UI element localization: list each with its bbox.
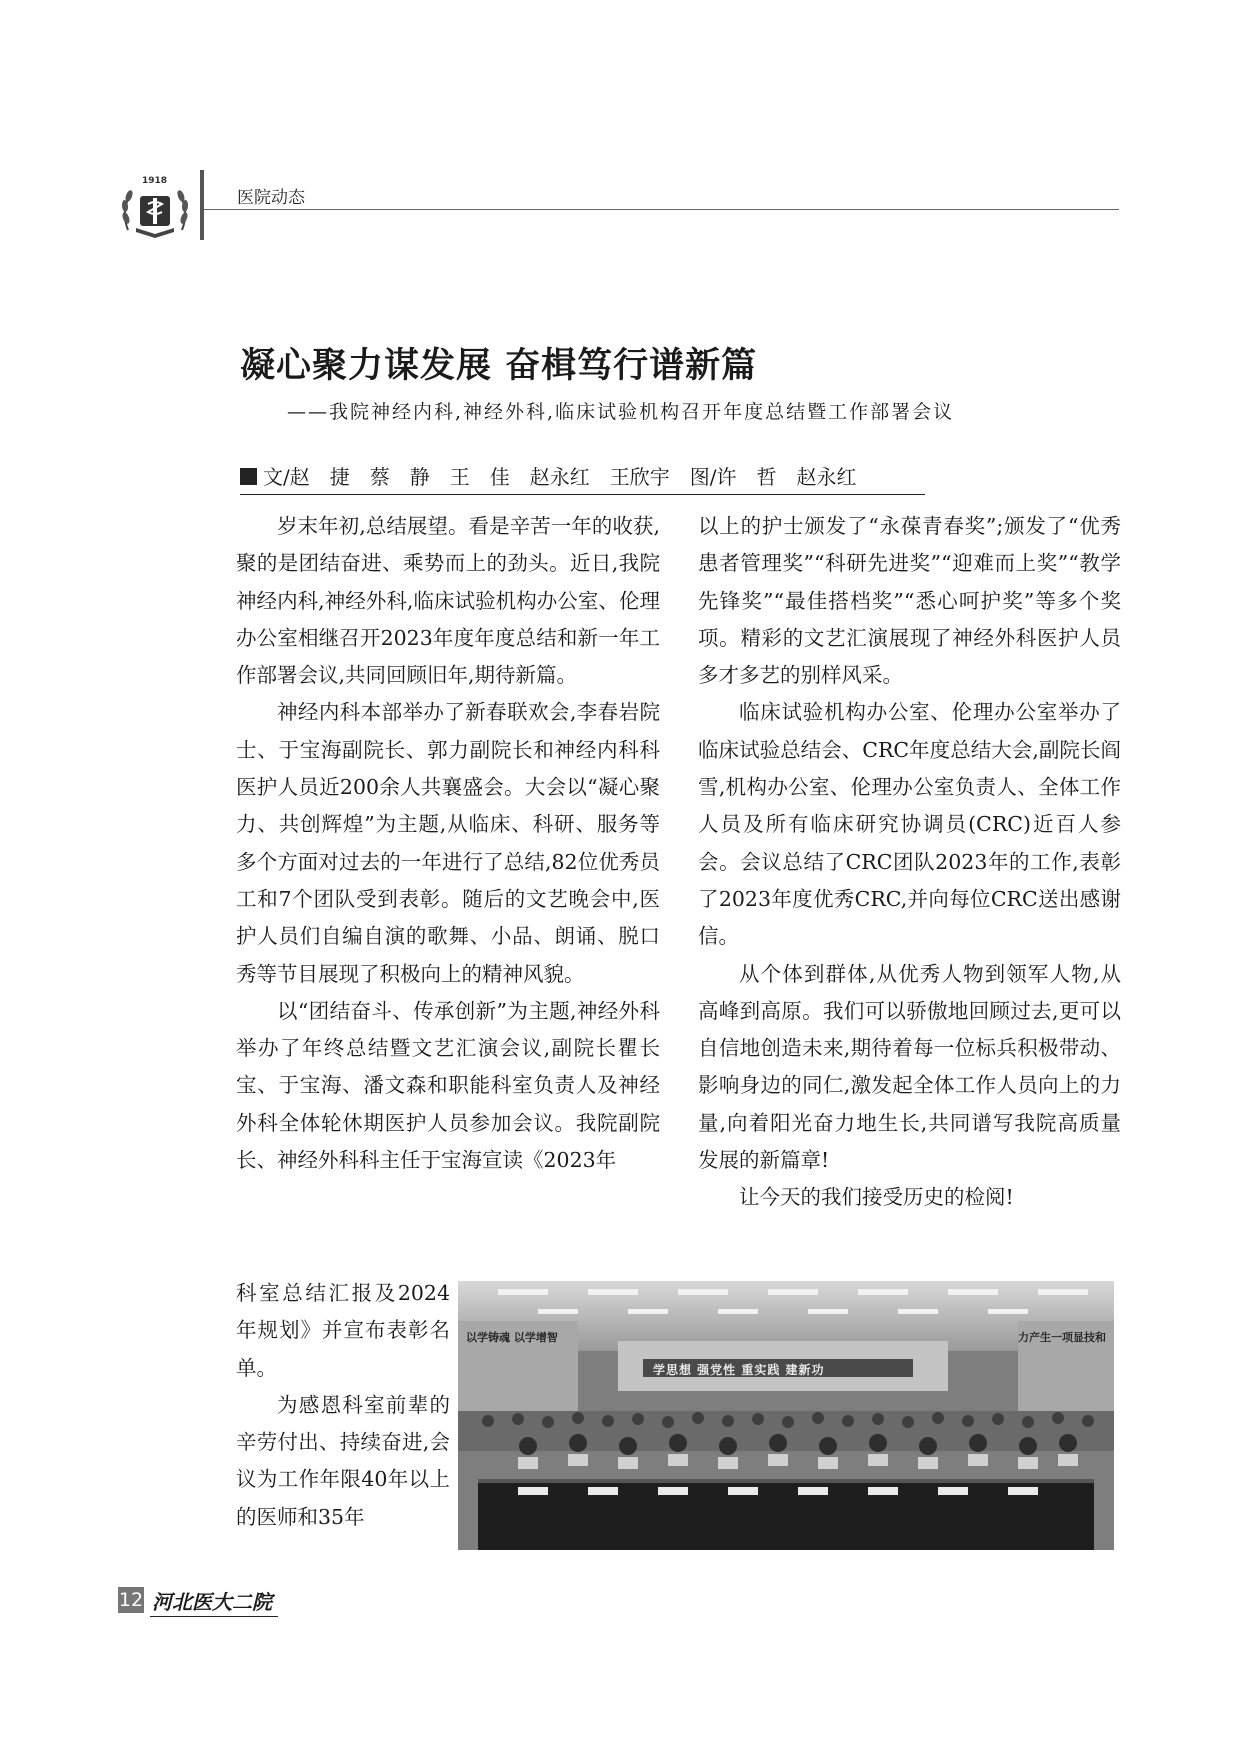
- article-title: 凝心聚力谋发展 奋楫笃行谱新篇: [240, 345, 758, 386]
- photo-banner-center: 学思想 强党性 重实践 建新功: [653, 1363, 825, 1377]
- paragraph: 以“团结奋斗、传承创新”为主题,神经外科举办了年终总结暨文艺汇演会议,副院长瞿长宝、于宝海、潘文森和职能科室负责人及神经外科全体轮休期医护人员参加会议。我院副院长、神经外科科主任于宝海宣读《2023年: [236, 998, 660, 1173]
- page-number: 12: [118, 1589, 144, 1611]
- paragraph: 让今天的我们接受历史的检阅!: [739, 1185, 1014, 1210]
- paragraph: 为感恩科室前辈的辛劳付出、持续奋进,会议为工作年限40年以上的医师和35年: [236, 1392, 450, 1529]
- section-label: 医院动态: [237, 188, 305, 208]
- photo-banner-right: 力产生一项显技和: [1018, 1331, 1106, 1344]
- left-column: [236, 508, 660, 1179]
- paragraph: 以上的护士颁发了“永葆青春奖”;颁发了“优秀患者管理奖”“科研先进奖”“迎难而上奖”“教学先锋奖”“最佳搭档奖”“悉心呵护奖”等多个奖项。精彩的文艺汇演展现了神经外科医护人员多才多艺的别样风采。: [698, 514, 1121, 688]
- square-bullet-icon: [240, 468, 257, 485]
- header-divider: [204, 209, 1119, 210]
- right-column: [698, 508, 1121, 1217]
- paragraph: 从个体到群体,从优秀人物到领军人物,从高峰到高原。我们可以骄傲地回顾过去,更可以自信地创造未来,期待着每一位标兵积极带动、影响身边的同仁,激发起全体工作人员向上的力量,向着阳光奋力地生长,共同谱写我院高质量发展的新篇章!: [698, 961, 1121, 1173]
- meeting-photo: [458, 1281, 1114, 1550]
- paragraph: 临床试验机构办公室、伦理办公室举办了临床试验总结会、CRC年度总结大会,副院长阎雪,机构办公室、伦理办公室负责人、全体工作人员及所有临床研究协调员(CRC)近百人参会。会议总结了CRC团队2023年的工作,表彰了2023年度优秀CRC,并向每位CRC送出感谢信。: [698, 700, 1121, 949]
- paragraph: 岁末年初,总结展望。看是辛苦一年的收获,聚的是团结奋进、乘势而上的劲头。近日,我院神经内科,神经外科,临床试验机构办公室、伦理办公室相继召开2023年度年度总结和新一年工作部署会议,共同回顾旧年,期待新篇。: [236, 514, 660, 688]
- hospital-logo: [118, 178, 192, 242]
- article-subtitle: ——我院神经内科,神经外科,临床试验机构召开年度总结暨工作部署会议: [287, 401, 955, 423]
- left-column-wrap: [236, 1275, 450, 1536]
- journal-name: 河北医大二院: [150, 1586, 278, 1617]
- photo-banner-left: 以学铸魂 以学增智: [466, 1331, 558, 1344]
- byline-text: 文/赵 捷 蔡 静 王 佳 赵永红 王欣宇 图/许 哲 赵永红: [263, 465, 857, 489]
- logo-year: 1918: [142, 176, 168, 186]
- header-accent-bar: [200, 170, 204, 240]
- paragraph: 神经内科本部举办了新春联欢会,李春岩院士、于宝海副院长、郭力副院长和神经内科科医护人员近200余人共襄盛会。大会以“凝心聚力、共创辉煌”为主题,从临床、科研、服务等多个方面对过去的一年进行了总结,82位优秀员工和7个团队受到表彰。随后的文艺晚会中,医护人员们自编自演的歌舞、小品、朗诵、脱口秀等节目展现了积极向上的精神风貌。: [236, 700, 660, 986]
- paragraph: 科室总结汇报及2024年规划》并宣布表彰名单。: [236, 1281, 450, 1380]
- byline: [240, 461, 925, 495]
